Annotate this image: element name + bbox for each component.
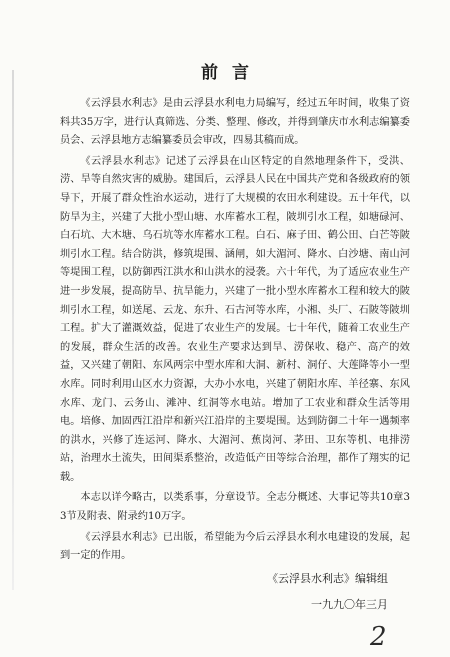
signature-date: 一九九〇年三月 [311,598,388,611]
signature-block [267,566,388,618]
preface-body [60,95,410,568]
page-title: 前言 [201,63,263,83]
binding-shadow [12,70,14,590]
paragraph-3: 本志以详今略古，以类系事，分章设节。全志分概述、大事记等共10章33节及附表、附录约10万字。 [60,492,410,523]
paragraph-1: 《云浮县水利志》是由云浮县水利电力局编写，经过五年时间，收集了资料共35万字，进行认真筛选、分类、整理、修改，并得到肇庆市水利志编纂委员会、云浮县地方志编纂委员会审改，四易其稿而成。 [60,98,410,147]
paragraph-2: 《云浮县水利志》记述了云浮县在山区特定的自然地理条件下，受洪、涝、旱等自然灾害的威胁。建国后，云浮县人民在中国共产党和各级政府的领导下，开展了群众性治水运动，进行了大规模的农田水利建设。五十年代，以防旱为主，兴建了大批小型山塘、水库蓄水工程，陂圳引水工程，如塘碌河、白石坑、大木塘、乌石坑等水库蓄水工程。白石、麻子田、鹤公田、白芒等陂圳引水工程。结合防洪，修筑堤围、涵闸，如大湄河、降水、白沙塘、南山河等堤围工程，以防御西江洪水和山洪水的浸袭。六十年代，为了适应农业生产进一步发展，提高防旱、抗旱能力，兴建了一批小型水库蓄水工程和较大的陂圳引水工程，如送尾、云龙、东升、石古河等水库，小湘、头厂、石陂等陂圳工程。扩大了灌溉效益，促进了农业生产的发展。七十年代，随着工农业生产的发展，群众生活的改善。农业生产要求达到旱、涝保收、稳产、高产的效益，又兴建了朝阳、东风两宗中型水库和大洞、新村、洞仔、大莲降等小一型水库。同时利用山区水力资源，大办小水电，兴建了朝阳水库、羊径寨、东风水库、龙门、云务山、滩冲、红洞等水电站。增加了工农业和群众生活等用电。培修、加固西江沿岸和新兴江沿岸的主要堤围。达到防御二十年一遇频率的洪水，兴修了连运河、降水、大湄河、蕉岗河、茅田、卫东等机、电排涝站，治理水土流失，田间渠系整治，改造低产田等综合治理，都作了翔实的记载。 [60,155,410,483]
paragraph-4: 《云浮县水利志》已出版，希望能为今后云浮县水利水电建设的发展，起到一定的作用。 [60,531,410,562]
editor-name: 《云浮县水利志》编辑组 [267,572,388,585]
handwritten-page-number: 2 [370,622,387,652]
